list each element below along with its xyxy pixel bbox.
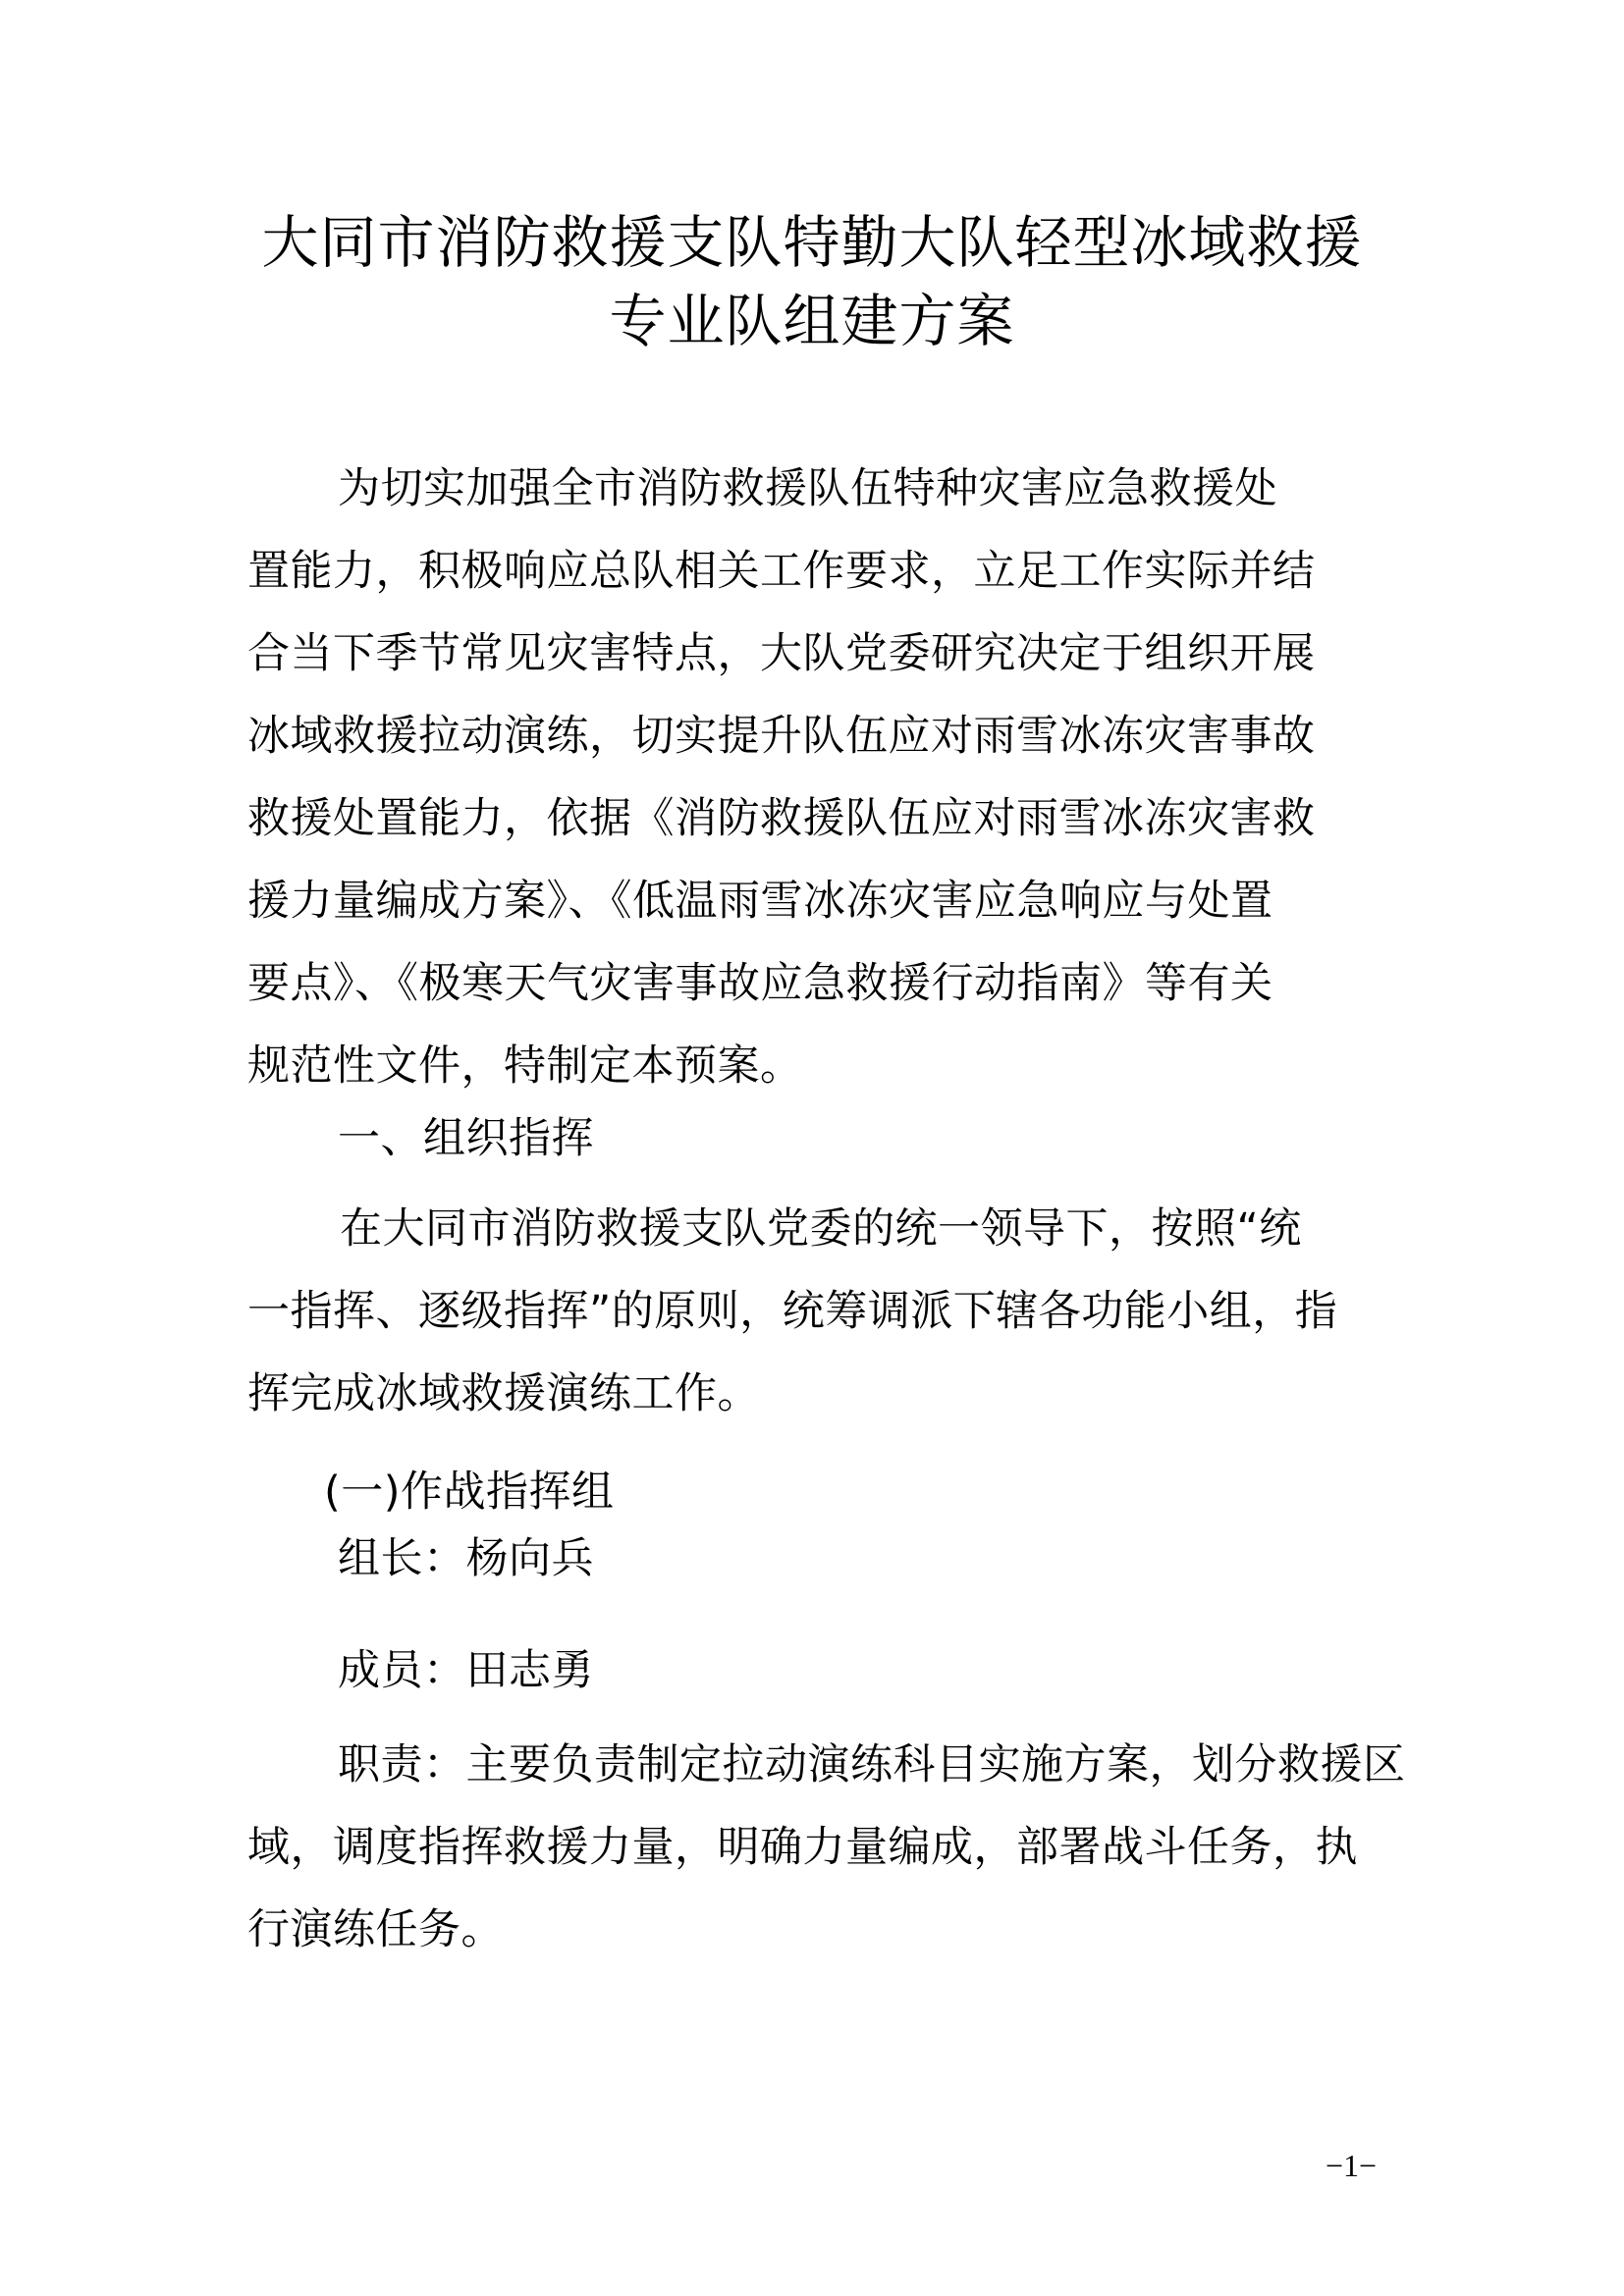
duty-line: 职责：主要负责制定拉动演练科目实施方案，划分救援区 — [338, 1740, 1406, 1789]
intro-line: 援力量编成方案》、《低温雨雪冰冻灾害应急响应与处置 — [247, 877, 1273, 926]
group-leader: 组长：杨向兵 — [338, 1534, 594, 1583]
section1-line: 挥完成冰域救援演练工作。 — [247, 1369, 760, 1418]
document-title-line-1: 大同市消防救援支队特勤大队轻型冰域救援 — [261, 209, 1363, 276]
duty-line: 域，调度指挥救援力量，明确力量编成，部署战斗任务，执 — [247, 1823, 1358, 1872]
intro-line: 置能力，积极响应总队相关工作要求，立足工作实际并结 — [247, 547, 1316, 596]
subsection-heading-command-group: (一)作战指挥组 — [324, 1468, 615, 1517]
intro-line: 要点》、《极寒天气灾害事故应急救援行动指南》等有关 — [247, 959, 1273, 1008]
group-members: 成员：田志勇 — [338, 1646, 594, 1695]
intro-line: 为切实加强全市消防救援队伍特种灾害应急救援处 — [338, 464, 1277, 513]
page-number: −1− — [1326, 2148, 1378, 2183]
intro-line: 规范性文件，特制定本预案。 — [247, 1041, 803, 1091]
section1-line: 一指挥、逐级指挥”的原则，统筹调派下辖各功能小组，指 — [247, 1287, 1338, 1336]
duty-line: 行演练任务。 — [247, 1905, 504, 1954]
section1-line: 在大同市消防救援支队党委的统一领导下，按照“统 — [340, 1204, 1302, 1254]
intro-line: 冰域救援拉动演练，切实提升队伍应对雨雪冰冻灾害事故 — [247, 712, 1316, 761]
section-heading-organization: 一、组织指挥 — [338, 1114, 594, 1163]
document-title-line-2: 专业队组建方案 — [609, 288, 1015, 354]
intro-line: 合当下季节常见灾害特点，大队党委研究决定于组织开展 — [247, 629, 1316, 678]
intro-line: 救援处置能力，依据《消防救援队伍应对雨雪冰冻灾害救 — [247, 794, 1316, 843]
